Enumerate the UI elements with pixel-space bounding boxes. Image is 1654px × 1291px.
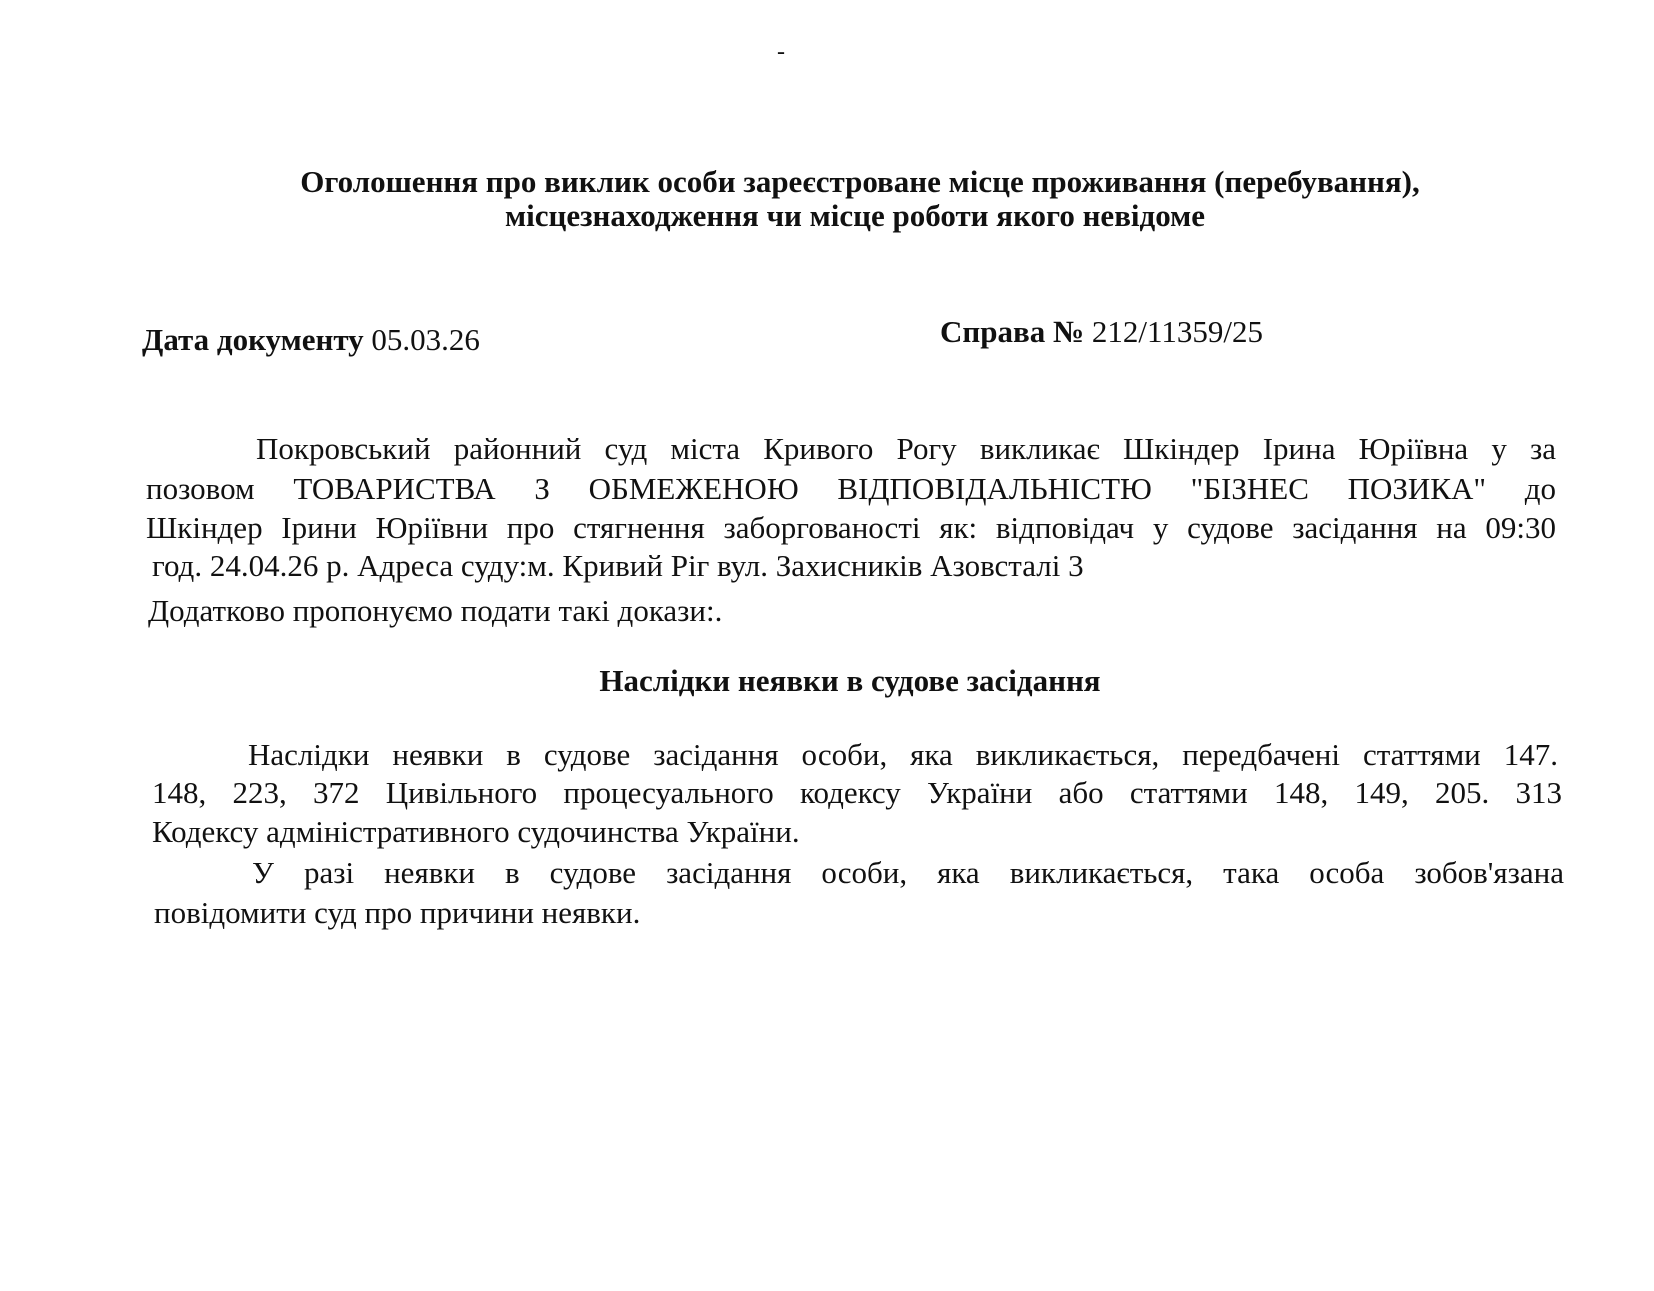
consequence-line: У разі неявки в судове засідання особи, яка викликається, така особа зобов'язана: [252, 855, 1564, 890]
case-number: [940, 312, 1263, 352]
document-title-line-1: Оголошення про виклик особи зареєстроване місце проживання (перебування),: [300, 164, 1420, 199]
case-number-value: 212/11359/25: [1091, 314, 1263, 349]
body-line: позовом ТОВАРИСТВА З ОБМЕЖЕНОЮ ВІДПОВІДАЛЬНІСТЮ "БІЗНЕС ПОЗИКА" до: [146, 471, 1556, 506]
body-line: Додатково пропонуємо подати такі докази:.: [148, 593, 723, 628]
body-line: Покровський районний суд міста Кривого Рогу викликає Шкіндер Ірина Юріївна у за: [256, 431, 1556, 466]
consequence-line: повідомити суд про причини неявки.: [154, 895, 641, 930]
section-heading: Наслідки неявки в судове засідання: [599, 663, 1101, 698]
consequence-line: Кодексу адміністративного судочинства України.: [152, 814, 800, 849]
consequence-line: Наслідки неявки в судове засідання особи, яка викликається, передбачені статтями 147.: [248, 737, 1558, 772]
top-mark: -: [777, 39, 785, 65]
body-line: Шкіндер Ірини Юріївни про стягнення заборгованості як: відповідач у судове засідання на 09:30: [146, 510, 1556, 545]
consequence-line: 148, 223, 372 Цивільного процесуального кодексу України або статтями 148, 149, 205. 313: [152, 775, 1562, 810]
document-date: [142, 320, 480, 360]
body-line: год. 24.04.26 р. Адреса суду:м. Кривий Ріг вул. Захисників Азовсталі 3: [152, 548, 1084, 583]
document-date-label: Дата документу: [142, 322, 364, 357]
document-title-line-2: місцезнаходження чи місце роботи якого невідоме: [504, 198, 1206, 233]
document-date-value: 05.03.26: [371, 322, 480, 357]
case-number-label: Справа №: [940, 314, 1085, 349]
